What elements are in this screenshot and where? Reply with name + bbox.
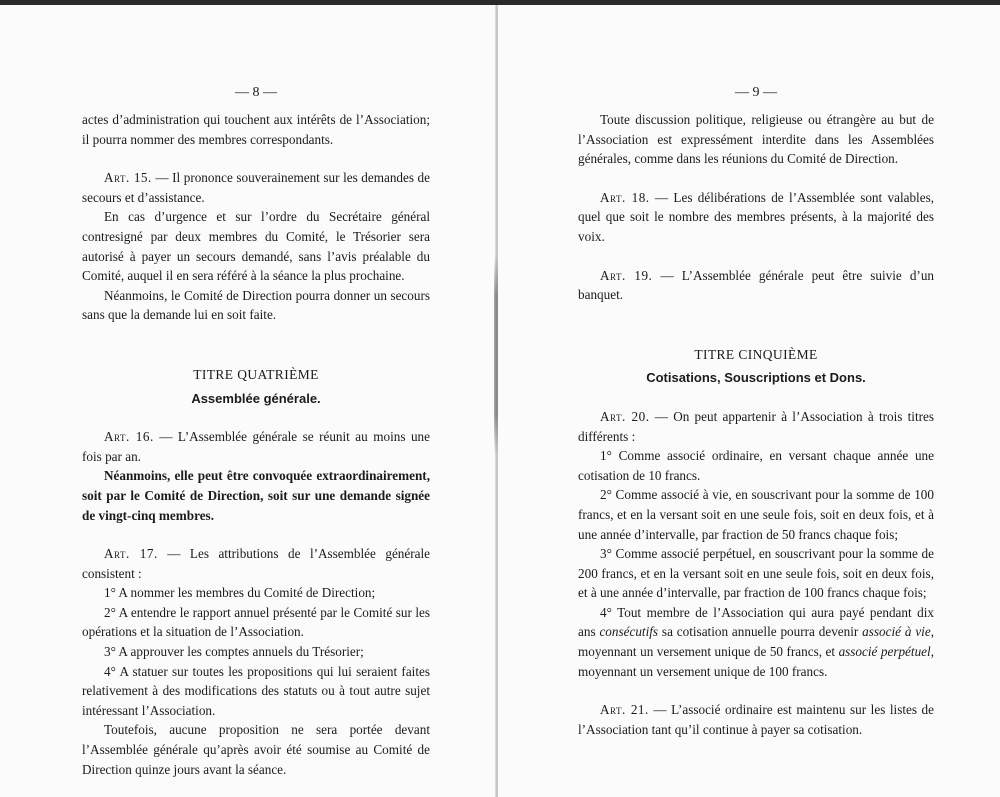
page-left-text [82,5,430,779]
section-subtitle: Assemblée générale. [191,390,321,406]
article-19: Art. 19. — L’Assemblée générale peut être suivie d’un banquet. [578,267,935,303]
paragraph-discussion: Toute discussion politique, religieuse ou étrangère au but de l’Association est expressément interdite dans les Assemblées générales, comme dans les réunions du Comité de Direction. [578,112,934,167]
list-item: 3° Comme associé perpétuel, en souscrivant pour la somme de 200 francs, et en la versant soit en une seule fois, soit en deux fois, et à une année d’intervalle, par fraction de 100 francs chaque fois; [578,546,934,601]
page-left [0,5,496,797]
page-right-text [578,5,934,739]
page-number: — 9 — [735,85,777,100]
section-title: TITRE QUATRIÈME [193,366,319,382]
list-item: 3° A approuver les comptes annuels du Trésorier; [104,644,364,660]
article-15: Art. 15. — Il prononce souverainement sur les demandes de secours et d’assistance. [82,170,431,205]
list-item: 2° A entendre le rapport annuel présenté par le Comité sur les opérations et la situation de l’Association. [82,604,430,640]
article-17: Art. 17. — Les attributions de l’Assemblée générale consistent : [82,546,431,581]
page-right [498,5,1000,797]
paragraph-urgence: En cas d’urgence et sur l’ordre du Secrétaire général contresigné par deux membres du Comité, le Trésorier sera autorisé à payer un secours demandé, sans l’avis préalable du Comité, auquel il en sera référé à la séance la plus prochaine. [82,209,430,284]
paragraph-convocation: Néanmoins, elle peut être convoquée extraordinairement, soit par le Comité de Direction, soit sur une demande signée de vingt-cinq membres. [82,468,430,523]
section-subtitle: Cotisations, Souscriptions et Dons. [646,370,866,386]
article-label: Art. 18. [600,189,650,205]
article-label: Art. 21. [600,702,649,718]
list-item: 4° A statuer sur toutes les propositions qui lui seraient faites relativement à des modifications des statuts ou à tout autre sujet intéressant l’Association. [82,663,430,718]
article-label: Art. 17. [104,546,158,562]
article-label: Art. 20. [600,408,650,424]
page-number: — 8 — [235,85,277,100]
article-18: Art. 18. — Les délibérations de l’Assemblée sont valables, quel que soit le nombre des membres présents, à la majorité des voix. [578,189,935,244]
paragraph-neanmoins: Néanmoins, le Comité de Direction pourra donner un secours sans que la demande lui en soit faite. [82,287,430,323]
list-item: 4° Tout membre de l’Association qui aura payé pendant dix ans consécutifs sa cotisation annuelle pourra devenir associé à vie, moyennant un versement unique de 50 francs, et associé perpétuel, moyennant un versement unique de 100 francs. [578,604,934,679]
list-item: 1° Comme associé ordinaire, en versant chaque année une cotisation de 10 francs. [578,448,934,483]
article-20: Art. 20. — On peut appartenir à l’Association à trois titres différents : [578,408,934,444]
paragraph-continuation: actes d’administration qui touchent aux intérêts de l’Association; il pourra nommer des membres correspondants. [82,112,430,147]
list-item: 2° Comme associé à vie, en souscrivant pour la somme de 100 francs, et en la versant soit en une seule fois, soit en deux fois, et à une année d’intervalle, par fraction de 50 francs chaque fois; [578,487,934,542]
paragraph-toutefois: Toutefois, aucune proposition ne sera portée devant l’Assemblée générale qu’après avoir été soumise au Comité de Direction quinze jours avant la séance. [82,722,430,777]
article-label: Art. 16. [104,429,154,445]
article-label: Art. 15. [104,170,152,186]
list-item: 1° A nommer les membres du Comité de Direction; [104,585,376,601]
article-label: Art. 19. [600,267,653,283]
article-21: Art. 21. — L’associé ordinaire est maintenu sur les listes de l’Association tant qu’il continue à payer sa cotisation. [578,702,934,737]
article-16: Art. 16. — L’Assemblée générale se réunit au moins une fois par an. [82,429,430,464]
section-title: TITRE CINQUIÈME [694,346,818,362]
